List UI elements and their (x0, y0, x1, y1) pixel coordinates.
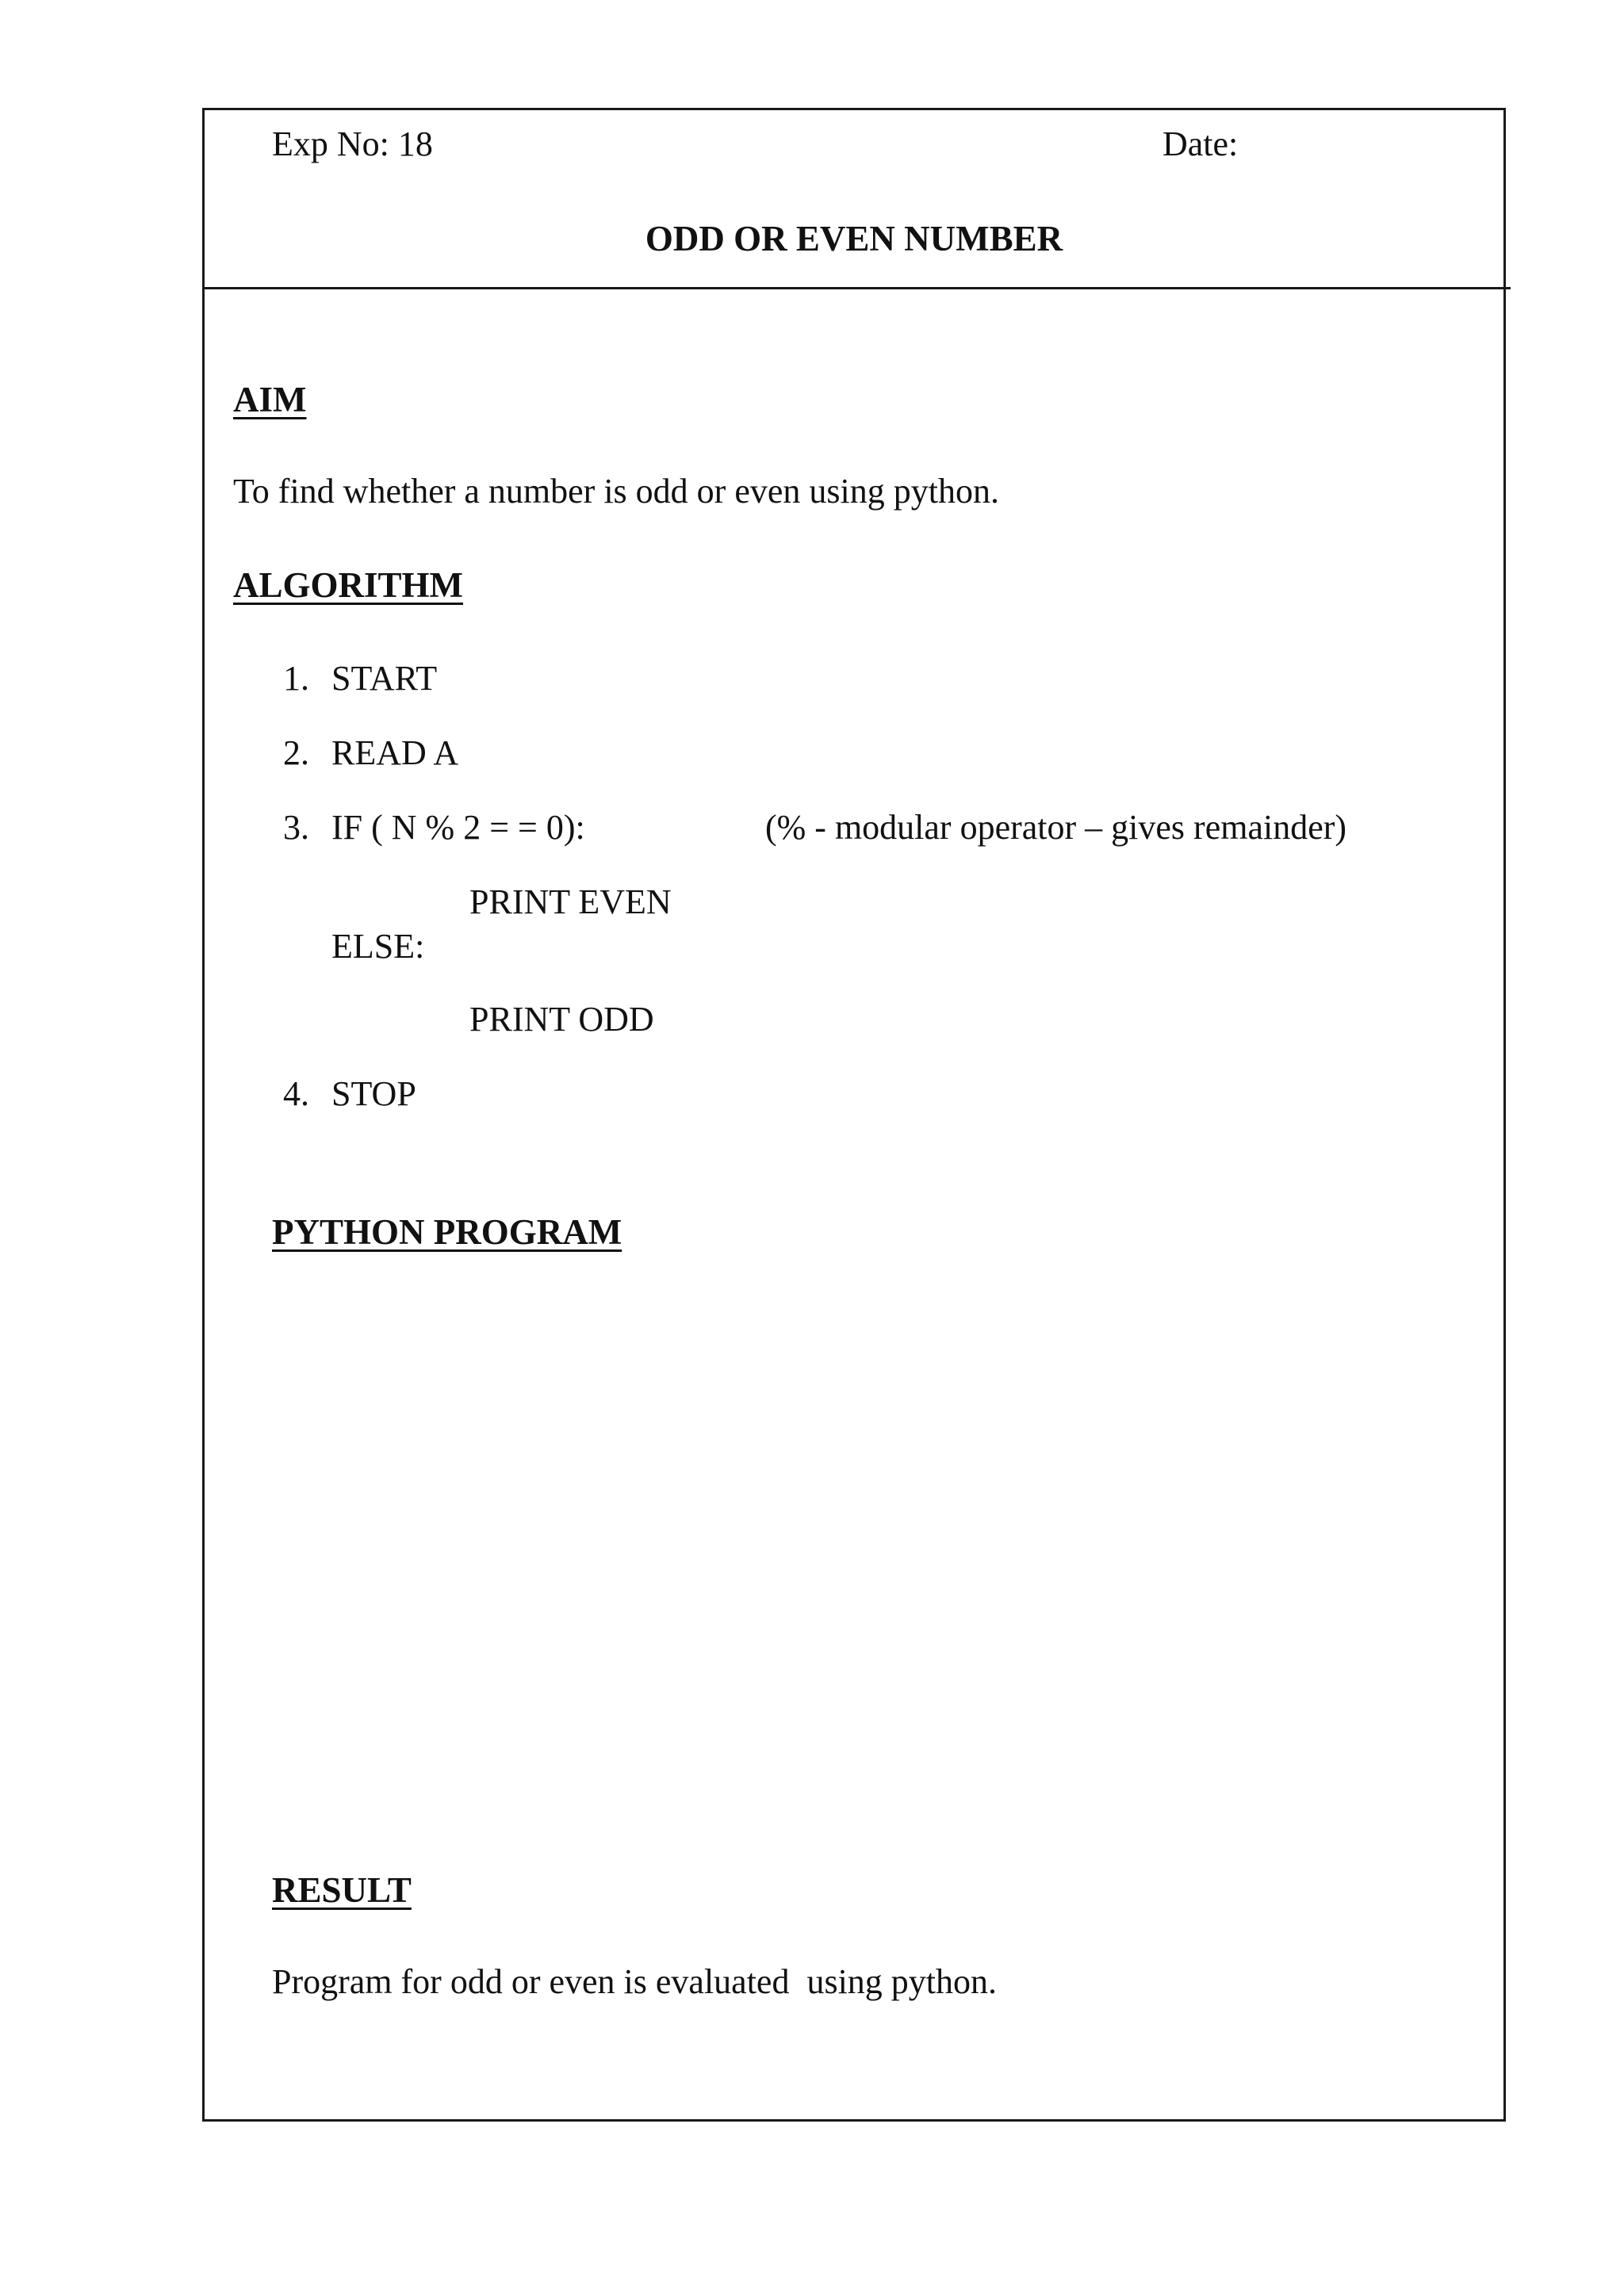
aim-text: To find whether a number is odd or even using python. (233, 472, 999, 511)
step-number: 1. (283, 659, 309, 698)
step-text: STOP (331, 1074, 416, 1113)
aim-heading: AIM (233, 380, 307, 419)
experiment-number: Exp No: 18 (272, 124, 433, 163)
page-title: ODD OR EVEN NUMBER (645, 219, 1063, 258)
print-odd-line: PRINT ODD (469, 1000, 654, 1039)
print-even-line: PRINT EVEN (469, 882, 672, 921)
step-text: IF ( N % 2 = = 0): (331, 808, 585, 847)
else-line: ELSE: (331, 927, 425, 966)
step-text: START (331, 659, 438, 698)
page-frame (202, 108, 1506, 2122)
header-divider (202, 287, 1511, 289)
step-number: 3. (283, 808, 309, 847)
date-label: Date: (1162, 124, 1239, 163)
step-text: READ A (331, 733, 459, 772)
result-text: Program for odd or even is evaluated using python. (272, 1962, 998, 2001)
algorithm-heading: ALGORITHM (233, 565, 464, 605)
program-heading: PYTHON PROGRAM (272, 1212, 622, 1252)
result-heading: RESULT (272, 1870, 412, 1910)
step-note: (% - modular operator – gives remainder) (765, 808, 1347, 847)
step-number: 4. (283, 1074, 309, 1113)
step-number: 2. (283, 733, 309, 772)
